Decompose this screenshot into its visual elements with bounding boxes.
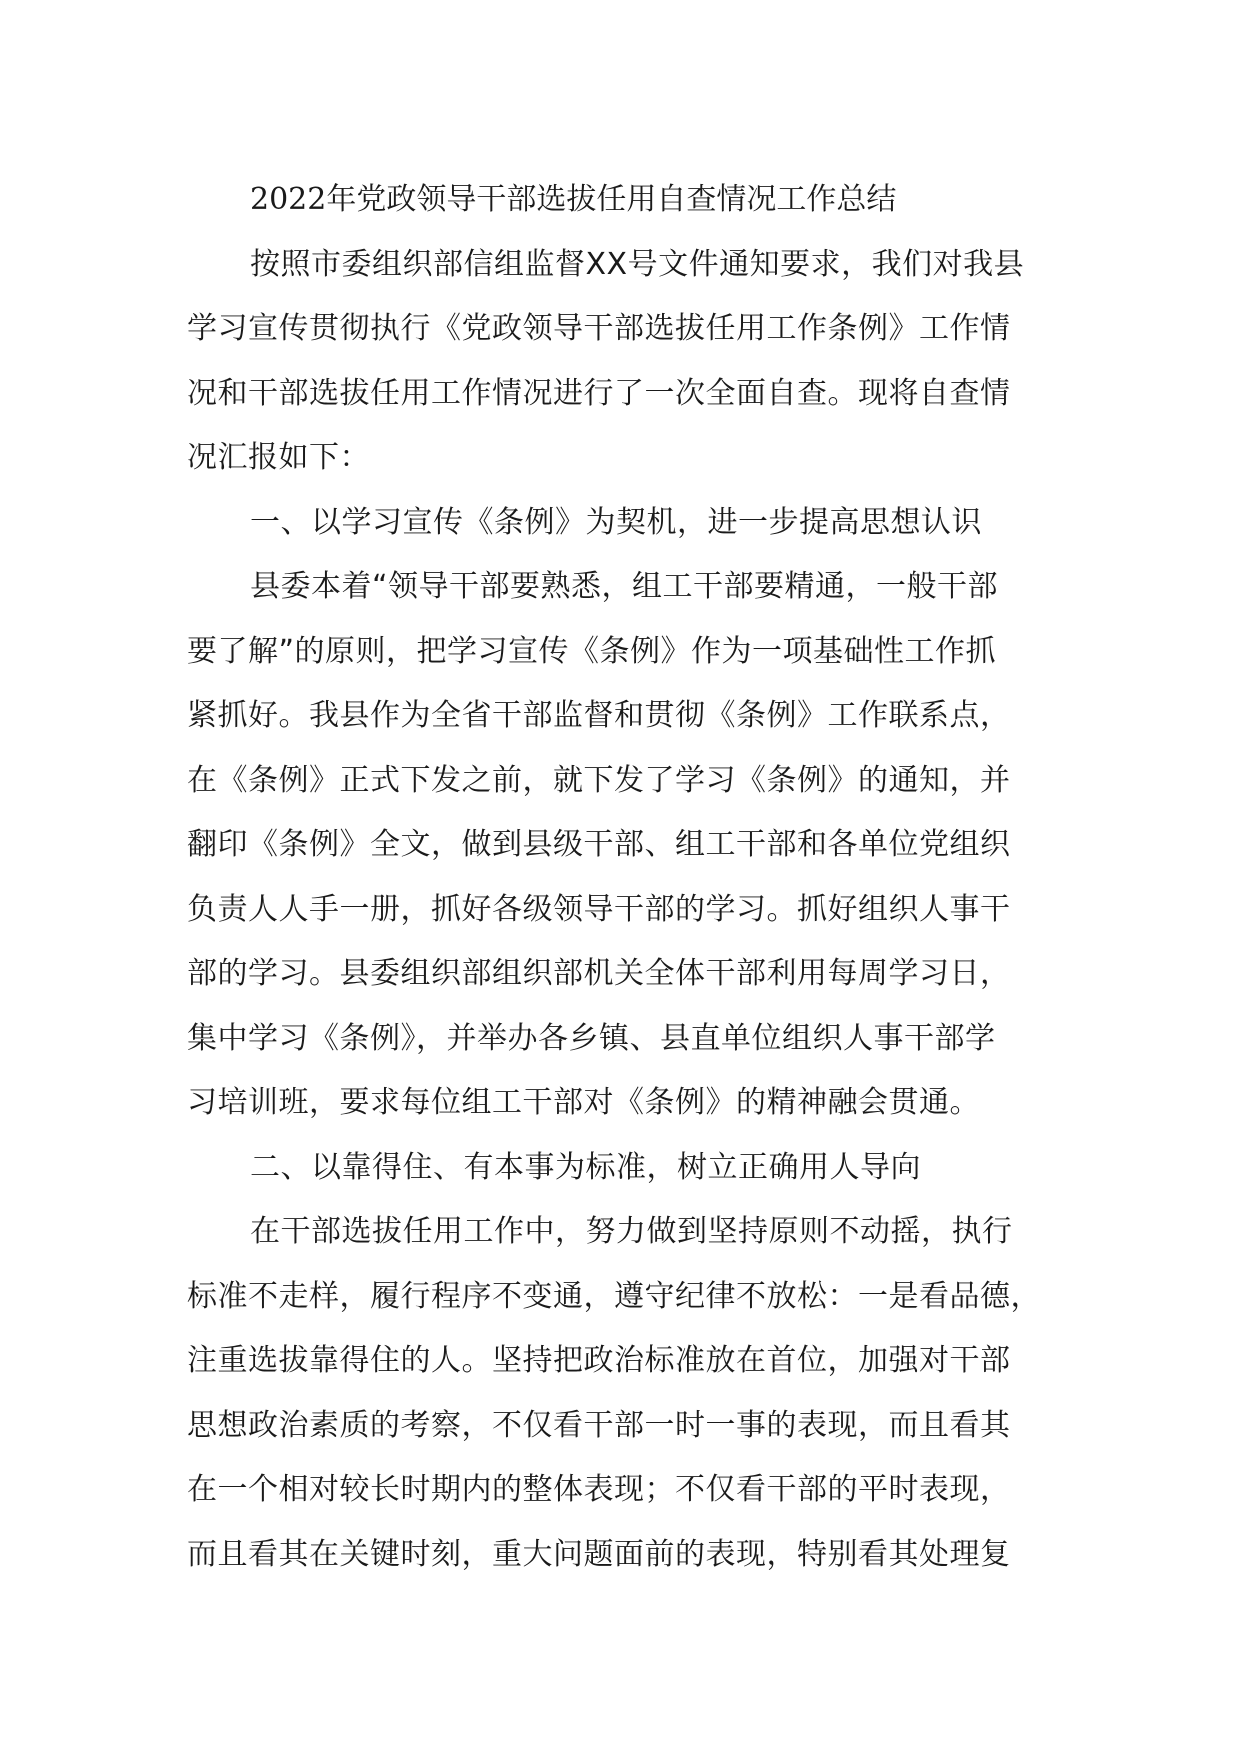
section-2-paragraph [187, 1200, 1057, 1587]
intro-paragraph [187, 233, 1057, 491]
paragraph-line: 注重选拔靠得住的人。坚持把政治标准放在首位，加强对干部 [187, 1343, 1011, 1378]
paragraph-line: 学习宣传贯彻执行《党政领导干部选拔任用工作条例》工作情 [187, 311, 1011, 346]
paragraph-line: 习培训班，要求每位组工干部对《条例》的精神融会贯通。 [187, 1085, 980, 1120]
paragraph-line: 集中学习《条例》，并举办各乡镇、县直单位组织人事干部学 [187, 1020, 996, 1056]
paragraph-line: 紧抓好。我县作为全省干部监督和贯彻《条例》工作联系点， [187, 698, 1011, 733]
paragraph-line: 按照市委组织部信组监督XX号文件通知要求，我们对我县 [250, 246, 1025, 282]
paragraph-line: 况和干部选拔任用工作情况进行了一次全面自查。现将自查情 [187, 375, 1011, 411]
paragraph-line: 而且看其在关键时刻，重大问题面前的表现，特别看其处理复 [187, 1536, 1011, 1572]
paragraph-line: 标准不走样，履行程序不变通，遵守纪律不放松：一是看品德， [187, 1278, 1041, 1314]
paragraph-line: 在一个相对较长时期内的整体表现；不仅看干部的平时表现， [187, 1472, 1011, 1507]
section-1-paragraph [187, 555, 1057, 1136]
document-body [187, 168, 1057, 1587]
paragraph-line: 负责人人手一册，抓好各级领导干部的学习。抓好组织人事干 [187, 891, 1011, 927]
paragraph-line: 思想政治素质的考察，不仅看干部一时一事的表现，而且看其 [187, 1407, 1011, 1443]
paragraph-line: 况汇报如下： [187, 440, 370, 475]
section-heading-2: 二、以靠得住、有本事为标准，树立正确用人导向 [250, 1149, 921, 1185]
paragraph-line: 在干部选拔任用工作中，努力做到坚持原则不动摇，执行 [250, 1214, 1013, 1249]
paragraph-line: 要了解”的原则，把学习宣传《条例》作为一项基础性工作抓 [187, 633, 997, 669]
document-title: 2022年党政领导干部选拔任用自查情况工作总结 [250, 182, 897, 217]
paragraph-line: 部的学习。县委组织部组织部机关全体干部利用每周学习日， [187, 956, 1011, 991]
section-heading-1: 一、以学习宣传《条例》为契机，进一步提高思想认识 [250, 504, 982, 540]
paragraph-line: 翻印《条例》全文，做到县级干部、组工干部和各单位党组织 [187, 827, 1011, 862]
paragraph-line: 在《条例》正式下发之前，就下发了学习《条例》的通知，并 [187, 762, 1011, 798]
paragraph-line: 县委本着“领导干部要熟悉，组工干部要精通，一般干部 [250, 569, 999, 604]
